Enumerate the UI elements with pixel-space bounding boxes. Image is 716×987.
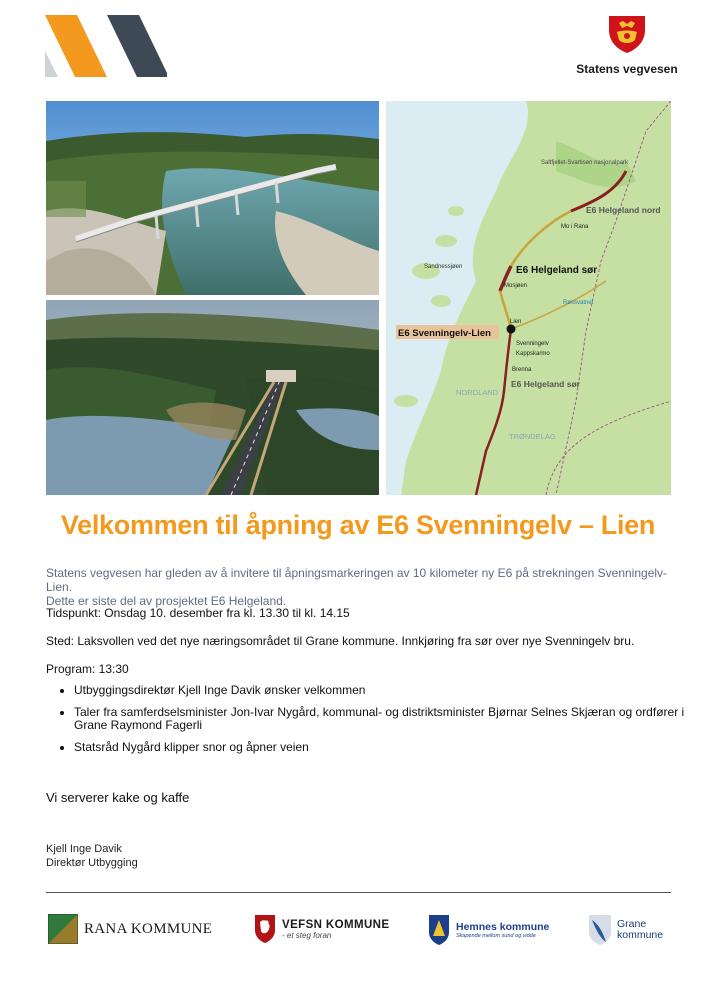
map-label-mosjoen: Mosjøen (504, 283, 528, 289)
map-label-e6-sor-bottom: E6 Helgeland sør (511, 379, 580, 389)
map-label-lien: Lien (510, 319, 522, 325)
org-name: Statens vegvesen (576, 62, 678, 76)
road-photo (46, 300, 379, 495)
signature-title: Direktør Utbygging (46, 857, 138, 869)
map-label-svenningelv: Svenningelv (516, 341, 549, 347)
lien-marker (507, 325, 516, 334)
serving-note: Vi serverer kake og kaffe (46, 790, 190, 805)
event-place: Sted: Laksvollen ved det nye næringsområdet til Grane kommune. Innkjøring fra sør over nye Svenningelv bru. (46, 634, 635, 648)
lion-shield-icon (605, 14, 649, 54)
program-item: • Utbyggingsdirektør Kjell Inge Davik ønsker velkommen (74, 684, 694, 697)
hemnes-kommune-logo (428, 914, 549, 946)
hemnes-label: Hemnes kommune (456, 921, 550, 933)
program-item: • Statsråd Nygård klipper snor og åpner veien (74, 741, 694, 754)
signature-name: Kjell Inge Davik (46, 843, 122, 855)
intro-line-2: Dette er siste del av prosjektet E6 Helgeland. (46, 594, 287, 608)
signature (46, 842, 138, 870)
map-label-brenna: Brenna (512, 367, 532, 373)
rana-kommune-logo (48, 914, 212, 944)
vefsn-kommune-logo (254, 914, 389, 944)
program-heading: Program: 13:30 (46, 662, 129, 676)
grane-shield-icon (588, 914, 612, 946)
vefsn-slogan: - et steg foran (282, 930, 332, 940)
map-label-e6-sor-top: E6 Helgeland sør (516, 265, 598, 276)
map-label-mo-i-rana: Mo i Rana (561, 224, 589, 230)
map-label-kappskarmo: Kappskarmo (516, 351, 550, 357)
statens-vegvesen-logo (560, 14, 680, 76)
map-label-trondelag: TRØNDELAG (509, 432, 556, 441)
map-label-park: Saltfjellet-Svartisen nasjonalpark (541, 160, 629, 166)
hemnes-shield-icon (428, 914, 450, 946)
map-label-e6-nord: E6 Helgeland nord (586, 205, 661, 215)
rana-emblem-icon (48, 914, 78, 944)
map-label-sandnessjoen: Sandnessjøen (424, 264, 463, 270)
route-map (386, 101, 671, 495)
event-time: Tidspunkt: Onsdag 10. desember fra kl. 13.30 til kl. 14.15 (46, 606, 350, 620)
page-title: Velkommen til åpning av E6 Svenningelv – Lien (60, 510, 656, 540)
bridge-photo (46, 101, 379, 295)
grane-label-1: Grane (617, 918, 647, 930)
program-item: • Taler fra samferdselsminister Jon-Ivar Nygård, kommunal- og distriktsminister Bjørnar Selnes Skjæran og ordfører i Grane Raymond Fagerli (74, 706, 694, 732)
intro-line-1: Statens vegvesen har gleden av å invitere til åpningsmarkeringen av 10 kilometer ny E6 på strekningen Svenningelv-Lien. (46, 566, 668, 594)
vefsn-rooster-shield-icon (254, 914, 276, 944)
hemnes-slogan: Skapende mellom sund og vidde (456, 933, 536, 939)
program-list (60, 684, 694, 763)
map-label-highlight: E6 Svenningelv-Lien (398, 328, 491, 339)
map-label-nordland: NORDLAND (456, 388, 499, 397)
footer-divider (46, 892, 671, 893)
vefsn-label: VEFSN KOMMUNE (282, 918, 390, 931)
map-label-rossvatnet: Røssvatnet (563, 300, 594, 306)
intro-text (46, 566, 686, 608)
grane-label-2: kommune (617, 929, 664, 941)
brand-stripes-logo (45, 15, 167, 77)
rana-label: RANA KOMMUNE (84, 920, 213, 937)
grane-kommune-logo (588, 914, 663, 946)
